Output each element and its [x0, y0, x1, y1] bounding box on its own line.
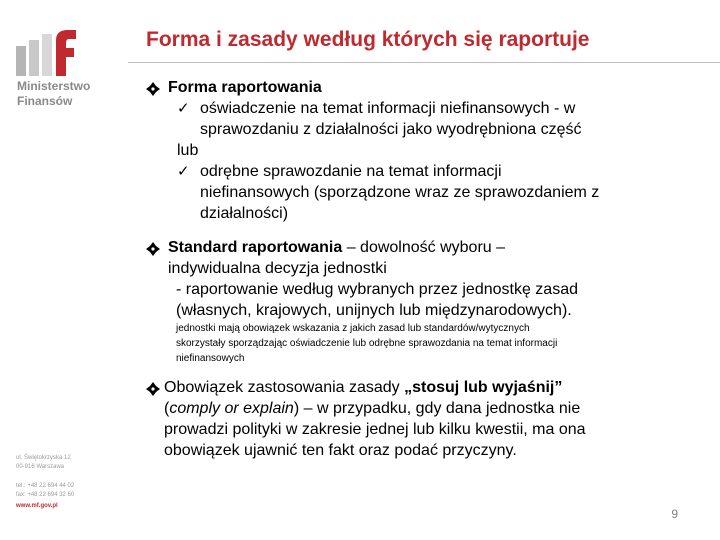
section3-line2-rest: ) – w przypadku, gdy dana jednostka nie	[293, 400, 581, 417]
section3-line4: obowiązek ujawnić ten fakt oraz podać przyczyny.	[164, 442, 517, 459]
section1-item1-line2: sprawozdaniu z działalności jako wyodrębniona część	[200, 121, 582, 138]
checkmark-icon: ✓	[177, 163, 190, 180]
section2-note-line3: niefinansowych	[176, 353, 245, 364]
section3-principle: „stosuj lub wyjaśnij”	[404, 379, 563, 396]
address-city: 00-916 Warszawa	[16, 464, 65, 470]
section1-connector: lub	[177, 142, 199, 159]
section3-comply-or-explain: comply or explain	[169, 400, 294, 417]
section3-line2	[164, 398, 580, 419]
address-block	[16, 454, 74, 500]
section3-line2-open: (	[164, 400, 170, 417]
diamond-bullet-icon	[146, 242, 160, 256]
section2-line2: indywidualna decyzja jednostki	[168, 260, 387, 277]
address-street: ul. Świętokrzyska 12	[16, 455, 71, 461]
website-link[interactable]: www.mf.gov.pl	[16, 503, 58, 509]
page-number: 9	[671, 507, 678, 521]
sidebar	[0, 0, 128, 540]
section2-line3: - raportowanie według wybranych przez jednostkę zasad	[176, 281, 578, 298]
ministry-name-line1: Ministerstwo	[17, 79, 91, 93]
section1-item2-line1: odrębne sprawozdanie na temat informacji	[200, 163, 502, 180]
section2-line4: (własnych, krajowych, unijnych lub międzynarodowych).	[176, 302, 572, 319]
section3-line1	[164, 377, 562, 398]
section1-item1-line1: oświadczenie na temat informacji niefinansowych - w	[200, 100, 576, 117]
checkmark-icon: ✓	[177, 100, 190, 117]
slide-title: Forma i zasady według których się raportuje	[146, 28, 590, 51]
ministry-name-line2: Finansów	[17, 94, 73, 108]
section1-item2-line2: niefinansowych (sporządzone wraz ze sprawozdaniem z	[200, 184, 600, 201]
diamond-bullet-icon	[146, 382, 160, 396]
section2-note-line2: skorzystały sporządzając oświadczenie lub odrębne sprawozdania na temat informacji	[176, 338, 558, 349]
fax-number: fax: +48 22 694 32 60	[16, 492, 75, 498]
section2-heading-rest: – dowolność wyboru –	[342, 239, 506, 256]
section1-item2-line3: działalności)	[200, 205, 289, 222]
title-divider	[128, 62, 720, 63]
section1-heading: Forma raportowania	[168, 79, 322, 96]
section3-line3: prowadzi polityki w zakresie jednej lub kilku kwestii, ma ona	[164, 421, 586, 438]
section2-heading-line	[168, 237, 505, 258]
phone-number: tel.: +48 22 694 44 02	[16, 483, 75, 489]
section2-note-line1: jednostki mają obowiązek wskazania z jakich zasad lub standardów/wytycznych	[176, 323, 530, 334]
ministry-logo-icon	[16, 30, 80, 76]
section3-line1-text: Obowiązek zastosowania zasady	[164, 379, 405, 396]
diamond-bullet-icon	[146, 82, 160, 96]
ministry-name	[17, 79, 90, 109]
section2-heading: Standard raportowania	[168, 239, 343, 256]
